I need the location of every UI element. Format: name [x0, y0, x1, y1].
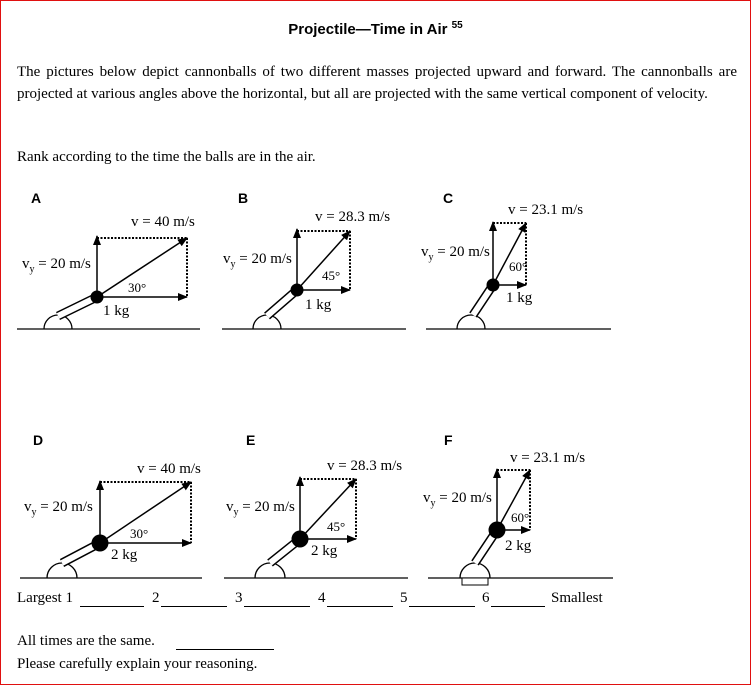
diagram-label-b: B: [238, 190, 249, 206]
mass-label: 1 kg: [103, 303, 130, 319]
speed-label: v = 40 m/s: [137, 461, 201, 477]
rank-5-label: 5: [400, 590, 408, 606]
diagram-c: [426, 222, 611, 329]
all-same-blank[interactable]: [176, 649, 274, 650]
angle-label: 45°: [322, 268, 341, 283]
vy-label: $v_y = 20$ m/s: [226, 499, 295, 518]
cannon-base: [462, 578, 488, 585]
diagram-e: [224, 477, 408, 578]
rank-4-label: 4: [318, 590, 326, 606]
cannon-wheel: [457, 315, 485, 329]
rank-3-label: 3: [235, 590, 243, 606]
rank-3-blank[interactable]: [244, 606, 310, 607]
speed-label: v = 28.3 m/s: [327, 458, 403, 474]
diagram-label-a: A: [31, 190, 42, 206]
vy-label: $v_y = 20$ m/s: [423, 490, 492, 509]
vy-label: $v_y = 20$ m/s: [22, 256, 91, 275]
rank-largest-label: Largest 1: [17, 590, 73, 606]
cannon-wheel: [255, 563, 285, 578]
title-number: 55: [451, 20, 463, 31]
rank-2-label: 2: [152, 590, 160, 606]
cannon-wheel: [44, 315, 72, 329]
explain-prompt: Please carefully explain your reasoning.: [17, 656, 258, 672]
mass-label: 2 kg: [311, 543, 338, 559]
vy-label: $v_y = 20$ m/s: [223, 251, 292, 270]
vy-label: $v_y = 20$ m/s: [24, 499, 93, 518]
cannon-wheel: [47, 563, 77, 578]
mass-label: 2 kg: [505, 538, 532, 554]
speed-label: v = 23.1 m/s: [508, 202, 584, 218]
velocity-arrow: [493, 223, 526, 285]
speed-label: v = 28.3 m/s: [315, 209, 391, 225]
mass-label: 1 kg: [506, 290, 533, 306]
intro-text: The pictures below depict cannonballs of two different masses projected upward and forward. The cannonballs are projected at various angles above the horizontal, but all are projected with the same vertical component of velocity.: [17, 64, 737, 102]
angle-label: 30°: [130, 526, 149, 541]
rank-6-blank[interactable]: [491, 606, 545, 607]
page-title: Projectile—Time in Air $^{55}$: [288, 20, 463, 38]
angle-label: 60°: [509, 259, 528, 274]
mass-label: 2 kg: [111, 547, 138, 563]
cannon-wheel: [460, 563, 490, 578]
rank-6-label: 6: [482, 590, 490, 606]
speed-label: v = 40 m/s: [131, 214, 195, 230]
diagram-b: [222, 229, 406, 329]
instruction-text: Rank according to the time the balls are in the air.: [17, 149, 316, 165]
all-same-label: All times are the same.: [17, 633, 155, 649]
rank-1-blank[interactable]: [80, 606, 144, 607]
angle-label: 45°: [327, 519, 346, 534]
diagram-label-d: D: [33, 432, 44, 448]
diagram-label-e: E: [246, 432, 256, 448]
rank-4-blank[interactable]: [327, 606, 393, 607]
rank-2-blank[interactable]: [161, 606, 227, 607]
vy-label: $v_y = 20$ m/s: [421, 244, 490, 263]
diagram-label-c: C: [443, 190, 454, 206]
speed-label: v = 23.1 m/s: [510, 450, 586, 466]
diagram-f: [428, 469, 613, 585]
cannon-wheel: [253, 315, 281, 329]
mass-label: 1 kg: [305, 297, 332, 313]
angle-label: 30°: [128, 280, 147, 295]
diagram-label-f: F: [444, 432, 453, 448]
rank-smallest-label: Smallest: [551, 590, 603, 606]
rank-5-blank[interactable]: [409, 606, 475, 607]
angle-label: 60°: [511, 510, 530, 525]
